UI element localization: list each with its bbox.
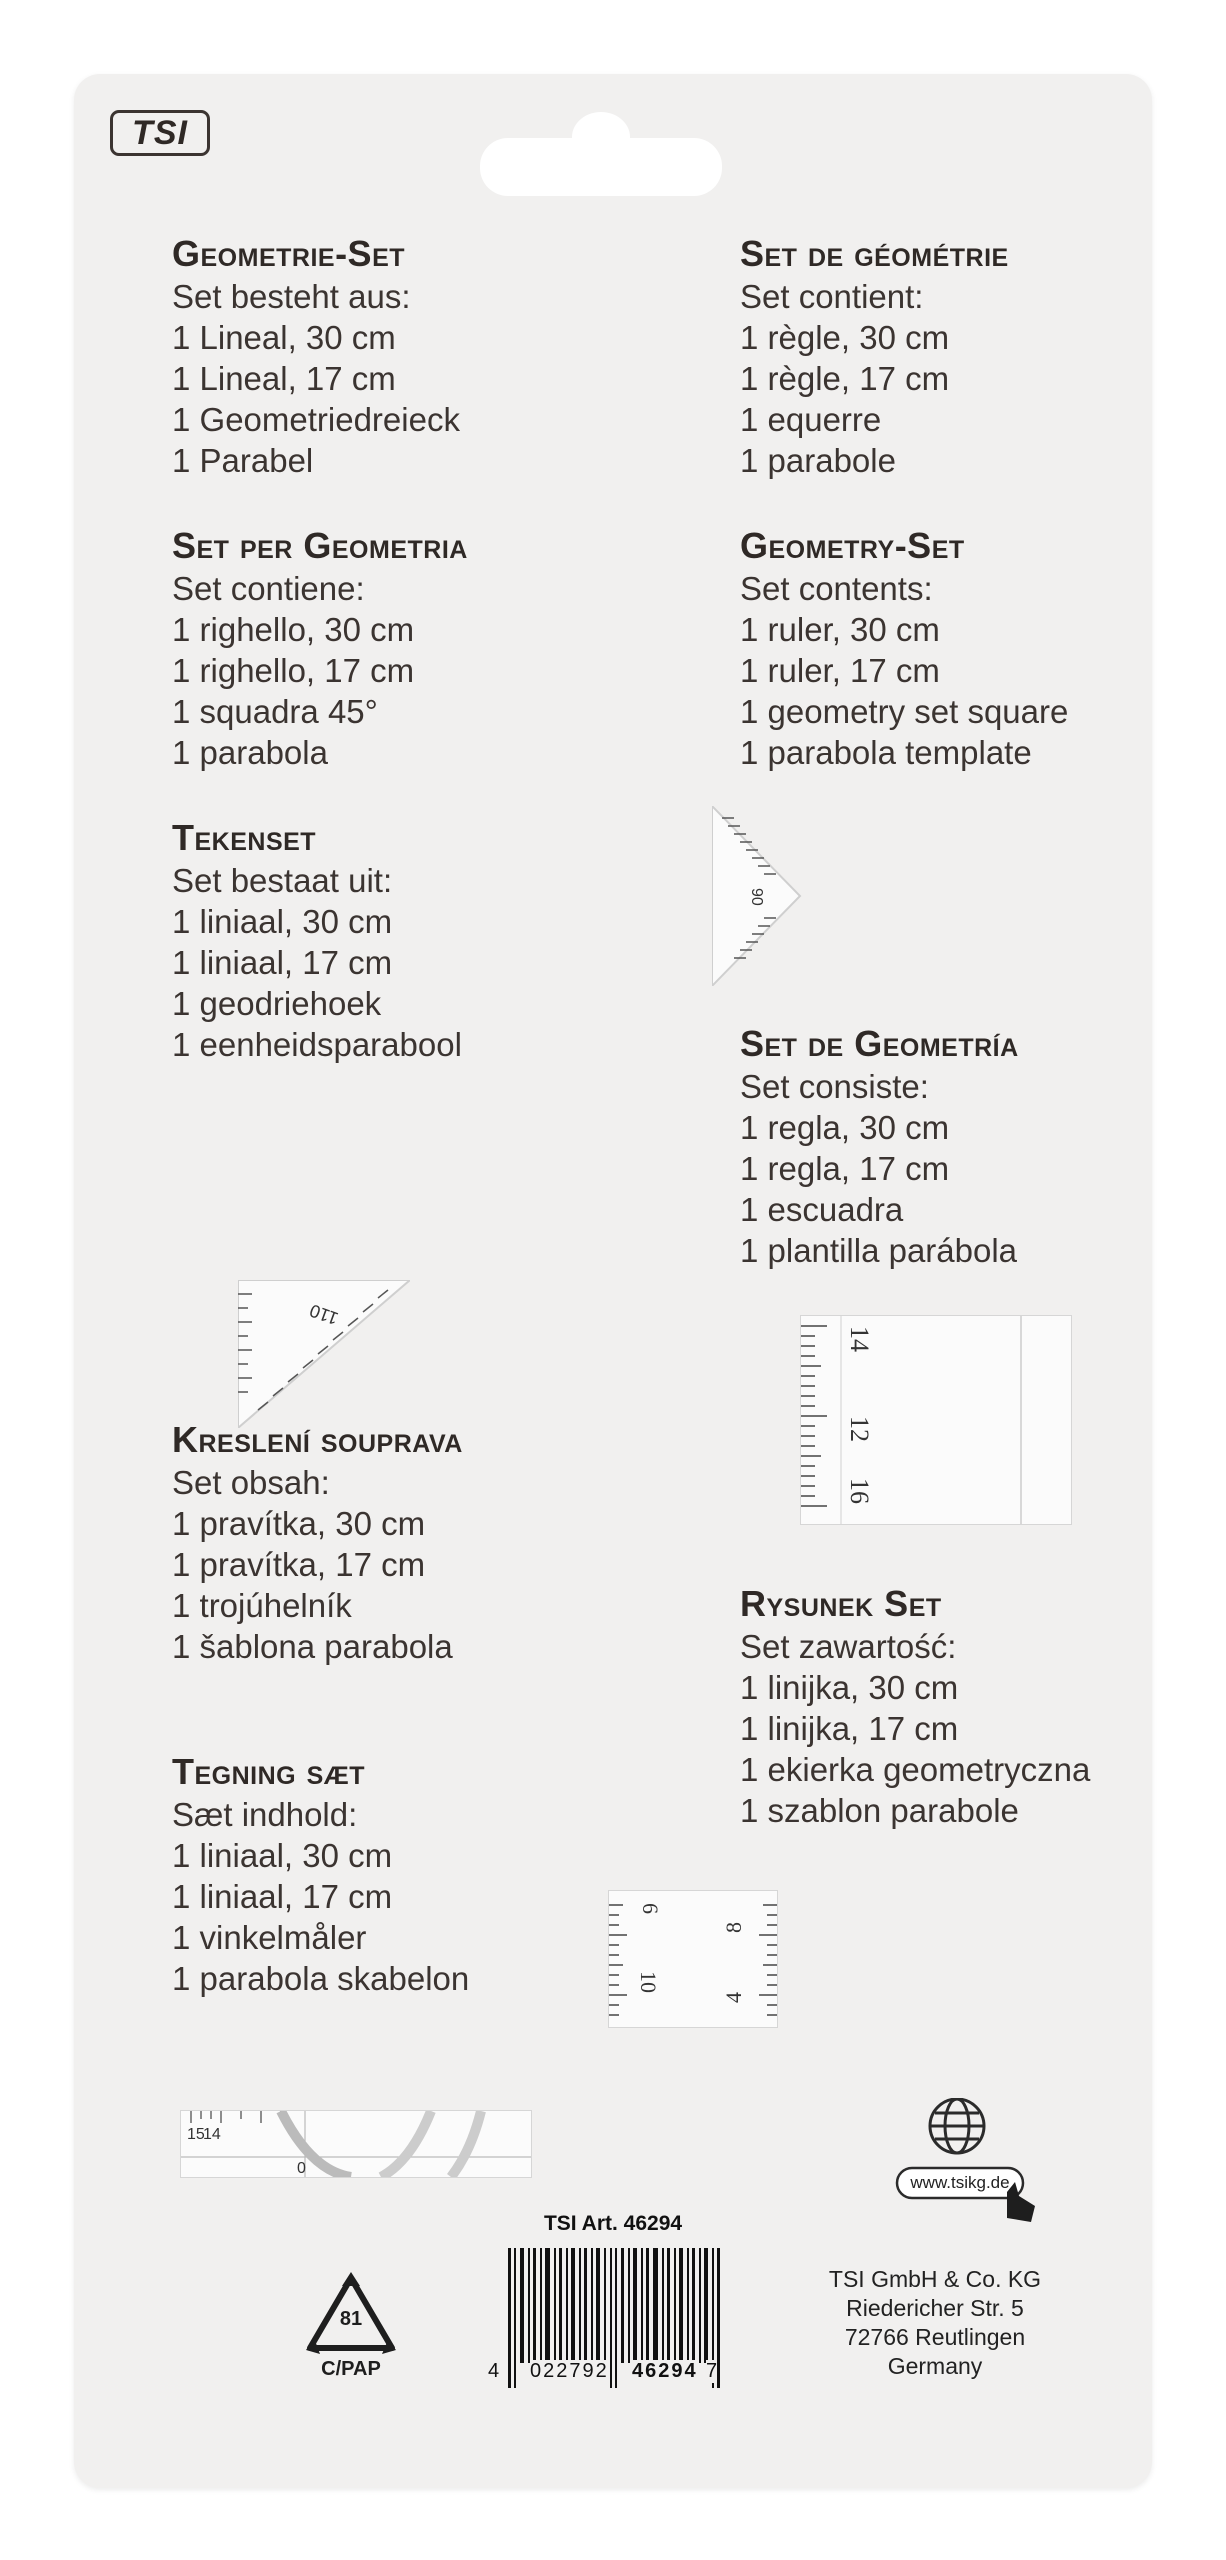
section-line: 1 trojúhelník xyxy=(172,1587,352,1624)
section-line: Set zawartość: xyxy=(740,1628,957,1665)
section-line: Sæt indhold: xyxy=(172,1796,358,1833)
section-line: 1 ruler, 30 cm xyxy=(740,611,940,648)
section-line: 1 liniaal, 17 cm xyxy=(172,944,393,981)
section-line: Set contient: xyxy=(740,278,924,315)
section-line: 1 šablona parabola xyxy=(172,1628,453,1665)
barcode-left-digits: 022792 xyxy=(530,2360,609,2382)
small-ruler-6: 6 xyxy=(638,1903,663,1914)
barcode-first-digit: 4 xyxy=(488,2360,500,2382)
section-german xyxy=(172,232,460,481)
section-line: 1 geometry set square xyxy=(740,693,1069,730)
parabola-mark-15: 15 xyxy=(187,2126,205,2143)
section-line: 1 szablon parabole xyxy=(740,1792,1019,1829)
section-danish xyxy=(172,1750,469,1999)
section-line: 1 ekierka geometryczna xyxy=(740,1751,1091,1788)
section-line: 1 righello, 17 cm xyxy=(172,652,415,689)
section-line: 1 parabola xyxy=(172,734,328,771)
section-line: 1 liniaal, 17 cm xyxy=(172,1878,393,1915)
barcode-right-digits: 46294 xyxy=(632,2360,698,2382)
recycle-symbol xyxy=(300,2270,402,2380)
section-line: 1 pravítka, 30 cm xyxy=(172,1505,426,1542)
section-line: 1 vinkelmåler xyxy=(172,1919,367,1956)
section-line: 1 equerre xyxy=(740,401,882,438)
parabola-window xyxy=(180,2110,532,2178)
section-line: 1 liniaal, 30 cm xyxy=(172,1837,393,1874)
small-ruler-4: 4 xyxy=(721,1992,746,2003)
section-english xyxy=(740,524,1068,773)
section-line: 1 règle, 30 cm xyxy=(740,319,950,356)
section-line: 1 linijka, 30 cm xyxy=(740,1669,959,1706)
website-badge xyxy=(895,2098,1065,2228)
section-line: 1 Lineal, 17 cm xyxy=(172,360,396,397)
section-line: Set bestaat uit: xyxy=(172,862,393,899)
ruler-number-16: 16 xyxy=(845,1478,874,1504)
parabola-mark-14: 14 xyxy=(203,2126,221,2143)
section-line: 1 ruler, 17 cm xyxy=(740,652,940,689)
section-title: Set de géométrie xyxy=(740,233,1009,274)
section-french xyxy=(740,232,1009,481)
section-line: Set consiste: xyxy=(740,1068,929,1105)
section-line: 1 parabola template xyxy=(740,734,1032,771)
section-line: 1 Lineal, 30 cm xyxy=(172,319,396,356)
address-line: Riedericher Str. 5 xyxy=(846,2295,1024,2321)
barcode-check-digit: 7 xyxy=(706,2360,718,2382)
ruler-number-14: 14 xyxy=(845,1326,874,1352)
address-line: Germany xyxy=(887,2353,983,2379)
section-line: Set contents: xyxy=(740,570,933,607)
section-title: Geometry-Set xyxy=(740,525,965,566)
section-spanish xyxy=(740,1022,1019,1271)
set-square-label: 90 xyxy=(748,888,765,906)
triangle-label: 110 xyxy=(307,1300,341,1329)
section-polish xyxy=(740,1582,1090,1831)
ruler-number-12: 12 xyxy=(845,1416,874,1442)
section-title: Tekenset xyxy=(172,817,317,858)
section-line: 1 eenheidsparabool xyxy=(172,1026,462,1063)
section-line: 1 règle, 17 cm xyxy=(740,360,950,397)
section-line: 1 regla, 17 cm xyxy=(740,1150,950,1187)
section-title: Set per Geometria xyxy=(172,525,468,566)
barcode xyxy=(488,2248,738,2388)
recycle-code: C/PAP xyxy=(321,2358,381,2380)
address-line: 72766 Reutlingen xyxy=(844,2324,1026,2350)
section-line: Set contiene: xyxy=(172,570,365,607)
section-line: 1 pravítka, 17 cm xyxy=(172,1546,426,1583)
ruler-window xyxy=(800,1315,1072,1525)
triangle-window xyxy=(238,1280,410,1428)
section-line: 1 parabole xyxy=(740,442,896,479)
section-line: 1 righello, 30 cm xyxy=(172,611,415,648)
section-line: 1 escuadra xyxy=(740,1191,904,1228)
manufacturer-address xyxy=(800,2265,1070,2381)
section-line: 1 parabola skabelon xyxy=(172,1960,470,1997)
article-number: TSI Art. 46294 xyxy=(543,2212,683,2235)
section-title: Set de Geometría xyxy=(740,1023,1019,1064)
section-title: Tegning sæt xyxy=(172,1751,366,1792)
section-line: 1 plantilla parábola xyxy=(740,1232,1018,1269)
section-title: Kreslení souprava xyxy=(172,1419,463,1460)
section-line: 1 liniaal, 30 cm xyxy=(172,903,393,940)
website-link[interactable]: www.tsikg.de xyxy=(910,2173,1010,2192)
tsi-logo: TSI xyxy=(110,110,210,156)
section-line: Set obsah: xyxy=(172,1464,330,1501)
section-line: 1 squadra 45° xyxy=(172,693,378,730)
recycle-number: 81 xyxy=(339,2308,363,2330)
section-czech xyxy=(172,1418,463,1667)
address-line: TSI GmbH & Co. KG xyxy=(828,2266,1042,2292)
section-line: 1 Parabel xyxy=(172,442,314,479)
globe-icon xyxy=(895,2098,1065,2223)
set-square-window xyxy=(712,806,804,986)
parabola-mark-0: 0 xyxy=(297,2160,306,2177)
small-ruler-10: 10 xyxy=(636,1971,661,1993)
section-title: Geometrie-Set xyxy=(172,233,406,274)
section-title: Rysunek Set xyxy=(740,1583,942,1624)
section-italian xyxy=(172,524,468,773)
section-line: Set besteht aus: xyxy=(172,278,411,315)
small-ruler-window xyxy=(608,1890,778,2028)
section-line: 1 geodriehoek xyxy=(172,985,382,1022)
small-ruler-8: 8 xyxy=(721,1922,746,1933)
section-dutch xyxy=(172,816,462,1065)
section-line: 1 linijka, 17 cm xyxy=(740,1710,959,1747)
section-line: 1 regla, 30 cm xyxy=(740,1109,950,1146)
hang-hole xyxy=(480,138,722,196)
section-line: 1 Geometriedreieck xyxy=(172,401,460,438)
